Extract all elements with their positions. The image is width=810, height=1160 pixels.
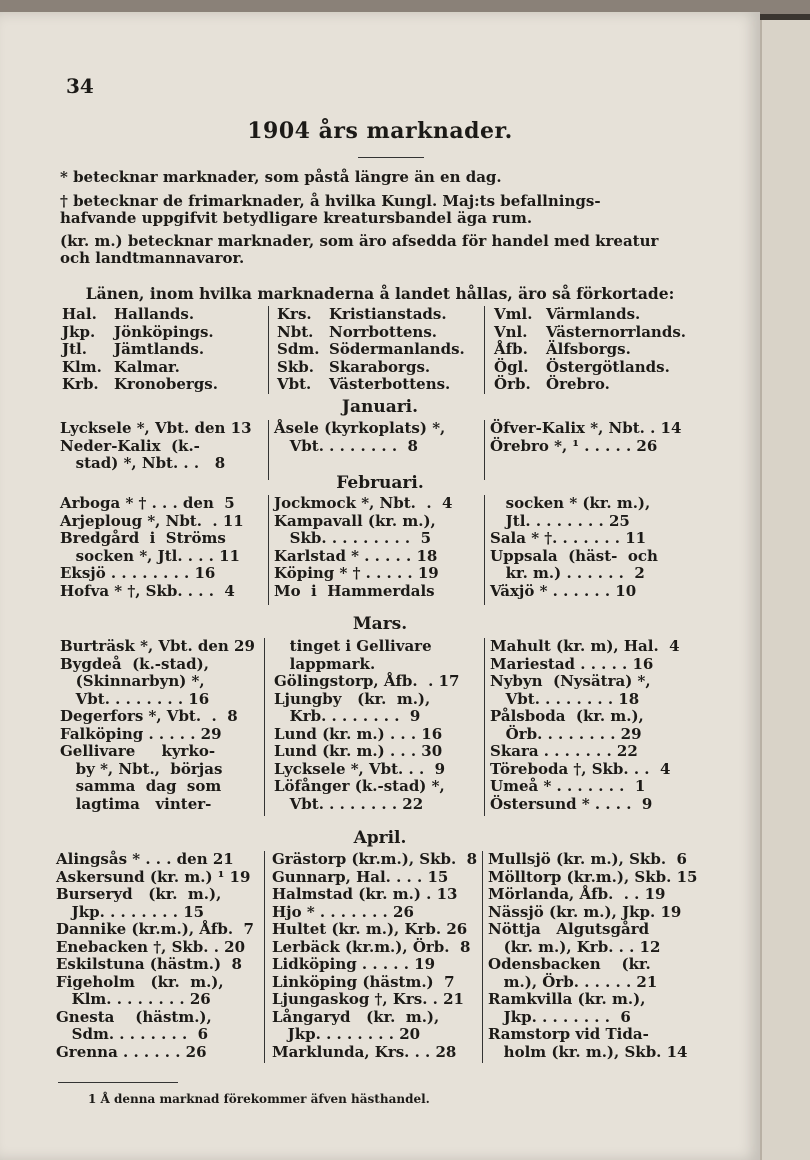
februari-column-3 bbox=[490, 495, 658, 600]
abbr-column-2 bbox=[277, 306, 465, 394]
column-divider bbox=[484, 306, 485, 394]
market-entry: Gellivare kyrko- bbox=[60, 742, 216, 760]
market-entry: Uppsala (häst- och bbox=[490, 546, 658, 565]
market-entry: Ramkvilla (kr. m.), bbox=[488, 990, 646, 1008]
abbr-row: Klm. Kalmar. bbox=[62, 357, 180, 376]
market-entry: Vbt. . . . . . . . 8 bbox=[274, 436, 418, 455]
market-entry: Lund (kr. m.) . . . 30 bbox=[274, 742, 443, 760]
market-entry: Köping * † . . . . . 19 bbox=[274, 564, 439, 582]
market-entry: Odensbacken (kr. bbox=[488, 955, 651, 973]
market-entry: Nässjö (kr. m.), Jkp. 19 bbox=[488, 902, 682, 921]
market-entry: Klm. . . . . . . . 26 bbox=[56, 990, 211, 1008]
market-entry: Nybyn (Nysätra) *, bbox=[490, 672, 651, 690]
market-entry: Enebacken †, Skb. . 20 bbox=[56, 937, 246, 956]
abbr-column-1 bbox=[62, 306, 218, 394]
market-entry: m.), Örb. . . . . . 21 bbox=[488, 972, 658, 991]
januari-column-1 bbox=[60, 420, 252, 473]
month-heading-april: April. bbox=[353, 828, 407, 848]
market-entry: Växjö * . . . . . . 10 bbox=[490, 581, 637, 600]
month-heading-februari: Februari. bbox=[336, 473, 424, 493]
market-entry: holm (kr. m.), Skb. 14 bbox=[488, 1042, 688, 1061]
abbr-row: Krs. Kristianstads. bbox=[277, 305, 447, 323]
market-entry: stad) *, Nbt. . . 8 bbox=[60, 454, 226, 472]
abbreviation-heading: Länen, inom hvilka marknaderna å landet hållas, äro så förkortade: bbox=[85, 284, 675, 303]
market-entry: Askersund (kr. m.) ¹ 19 bbox=[56, 867, 251, 886]
abbr-row: Ögl. Östergötlands. bbox=[494, 357, 670, 376]
abbr-row: Vml. Värmlands. bbox=[494, 305, 641, 323]
market-entry: Neder-Kalix (k.- bbox=[60, 436, 200, 455]
market-entry: Gölingstorp, Åfb. . 17 bbox=[274, 672, 460, 690]
mars-column-1 bbox=[60, 638, 255, 813]
market-entry: Örebro *, ¹ . . . . . 26 bbox=[490, 436, 658, 455]
mars-column-3 bbox=[490, 638, 680, 813]
abbr-row: Åfb. Älfsborgs. bbox=[494, 340, 631, 358]
market-entry: Figeholm (kr. m.), bbox=[56, 972, 224, 991]
market-entry: Sala * †. . . . . . . 11 bbox=[490, 529, 647, 547]
market-entry: Skara . . . . . . . 22 bbox=[490, 742, 638, 760]
market-entry: tinget i Gellivare bbox=[274, 637, 432, 655]
market-entry: socken *, Jtl. . . . 11 bbox=[60, 546, 240, 565]
market-entry: Hofva * †, Skb. . . . 4 bbox=[60, 581, 235, 600]
facing-page-edge bbox=[760, 20, 810, 1160]
page-number: 34 bbox=[66, 74, 94, 98]
month-heading-januari: Januari. bbox=[341, 397, 419, 417]
market-entry: Bygdeå (k.-stad), bbox=[60, 654, 209, 673]
market-entry: lagtima vinter- bbox=[60, 794, 212, 813]
market-entry: Bredgård i Ströms bbox=[60, 529, 226, 547]
column-divider bbox=[482, 851, 483, 1063]
market-entry: Töreboda †, Skb. . . 4 bbox=[490, 759, 671, 778]
april-column-1 bbox=[56, 851, 254, 1061]
page-title: 1904 års marknader. bbox=[247, 118, 513, 144]
abbr-row: Nbt. Norrbottens. bbox=[277, 322, 437, 341]
januari-column-2 bbox=[274, 420, 445, 455]
market-entry: Jkp. . . . . . . . 20 bbox=[272, 1025, 421, 1043]
market-entry: Jkp. . . . . . . . 15 bbox=[56, 902, 205, 921]
market-entry: Lund (kr. m.) . . . 16 bbox=[274, 724, 443, 743]
market-entry: Vbt. . . . . . . . 16 bbox=[60, 689, 210, 708]
abbr-row: Sdm. Södermanlands. bbox=[277, 340, 465, 358]
market-entry: Umeå * . . . . . . . 1 bbox=[490, 777, 646, 795]
market-entry: Burseryd (kr. m.), bbox=[56, 885, 222, 903]
market-entry: Mörlanda, Åfb. . . 19 bbox=[488, 885, 666, 903]
title-rule bbox=[358, 157, 424, 158]
market-entry: Falköping . . . . . 29 bbox=[60, 724, 222, 743]
abbr-row: Jtl. Jämtlands. bbox=[62, 340, 205, 358]
market-entry: Mo i Hammerdals bbox=[274, 581, 435, 600]
market-entry: Ramstorp vid Tida- bbox=[488, 1025, 649, 1043]
abbr-row: Hal. Hallands. bbox=[62, 305, 195, 323]
abbr-column-3 bbox=[494, 306, 686, 394]
april-column-2 bbox=[272, 851, 477, 1061]
februari-column-2 bbox=[274, 495, 452, 600]
column-divider bbox=[484, 495, 485, 605]
market-entry: Vbt. . . . . . . . 18 bbox=[490, 689, 640, 708]
abbr-row: Skb. Skaraborgs. bbox=[277, 357, 431, 376]
footnote-rule bbox=[58, 1082, 178, 1083]
market-entry: Jkp. . . . . . . . 6 bbox=[488, 1007, 631, 1026]
abbr-row: Jkp. Jönköpings. bbox=[62, 322, 214, 341]
market-entry: Skb. . . . . . . . . 5 bbox=[274, 529, 432, 547]
footnote: 1 Å denna marknad förekommer äfven hästhandel. bbox=[88, 1092, 430, 1106]
market-entry: Jtl. . . . . . . . 25 bbox=[490, 511, 630, 530]
market-entry: Degerfors *, Vbt. . 8 bbox=[60, 707, 238, 725]
column-divider bbox=[264, 638, 265, 816]
abbr-row: Krb. Kronobergs. bbox=[62, 375, 218, 393]
market-entry: Arboga * † . . . den 5 bbox=[60, 494, 235, 512]
market-entry: Nöttja Algutsgård bbox=[488, 920, 650, 938]
market-entry: Arjeploug *, Nbt. . 11 bbox=[60, 511, 244, 530]
market-entry: Mullsjö (kr. m.), Skb. 6 bbox=[488, 850, 687, 868]
market-entry: Dannike (kr.m.), Åfb. 7 bbox=[56, 920, 254, 938]
market-entry: (Skinnarbyn) *, bbox=[60, 672, 205, 690]
abbr-row: Vnl. Västernorrlands. bbox=[494, 322, 686, 341]
legend-krm-cont: och landtmannavaror. bbox=[60, 249, 245, 267]
market-entry: Gunnarp, Hal. . . . 15 bbox=[272, 867, 449, 886]
abbr-row: Örb. Örebro. bbox=[494, 375, 610, 393]
market-entry: samma dag som bbox=[60, 777, 222, 795]
market-entry: Åsele (kyrkoplats) *, bbox=[274, 419, 446, 437]
column-divider bbox=[268, 420, 269, 480]
market-entry: Alingsås * . . . den 21 bbox=[56, 850, 234, 868]
market-entry: Hultet (kr. m.), Krb. 26 bbox=[272, 920, 468, 938]
abbr-row: Vbt. Västerbottens. bbox=[277, 375, 451, 393]
market-entry: (kr. m.), Krb. . . 12 bbox=[488, 937, 661, 956]
legend-asterisk: * betecknar marknader, som påstå längre än en dag. bbox=[60, 168, 502, 186]
market-entry: Gnesta (hästm.), bbox=[56, 1007, 212, 1026]
market-entry: Mölltorp (kr.m.), Skb. 15 bbox=[488, 867, 698, 886]
market-entry: Kampavall (kr. m.), bbox=[274, 511, 436, 530]
market-entry: socken * (kr. m.), bbox=[490, 494, 651, 512]
market-entry: Karlstad * . . . . . 18 bbox=[274, 546, 438, 565]
market-entry: Hjo * . . . . . . . 26 bbox=[272, 902, 414, 921]
market-entry: lappmark. bbox=[274, 654, 376, 673]
market-entry: Ljungaskog †, Krs. . 21 bbox=[272, 990, 464, 1008]
market-entry: Burträsk *, Vbt. den 29 bbox=[60, 637, 255, 655]
market-entry: Löfånger (k.-stad) *, bbox=[274, 777, 445, 795]
column-divider bbox=[484, 638, 485, 816]
column-divider bbox=[268, 495, 269, 605]
market-entry: Eskilstuna (hästm.) 8 bbox=[56, 955, 242, 973]
market-entry: Lerbäck (kr.m.), Örb. 8 bbox=[272, 937, 471, 956]
market-entry: Jockmock *, Nbt. . 4 bbox=[274, 494, 453, 512]
month-heading-mars: Mars. bbox=[352, 614, 408, 634]
market-entry: Sdm. . . . . . . . 6 bbox=[56, 1025, 209, 1043]
market-entry: Ljungby (kr. m.), bbox=[274, 689, 431, 708]
februari-column-1 bbox=[60, 495, 244, 600]
mars-column-2 bbox=[274, 638, 459, 813]
market-entry: Mahult (kr. m), Hal. 4 bbox=[490, 637, 680, 655]
market-entry: Lycksele *, Vbt. . . 9 bbox=[274, 759, 446, 778]
market-entry: Grästorp (kr.m.), Skb. 8 bbox=[272, 850, 478, 868]
book-page bbox=[0, 12, 760, 1160]
market-entry: Lidköping . . . . . 19 bbox=[272, 955, 436, 973]
column-divider bbox=[264, 851, 265, 1063]
market-entry: Långaryd (kr. m.), bbox=[272, 1007, 440, 1026]
column-divider bbox=[268, 306, 269, 394]
market-entry: Pålsboda (kr. m.), bbox=[490, 707, 644, 725]
market-entry: Marklunda, Krs. . . 28 bbox=[272, 1042, 457, 1061]
market-entry: Öfver-Kalix *, Nbt. . 14 bbox=[490, 419, 682, 437]
market-entry: Krb. . . . . . . . 9 bbox=[274, 707, 421, 725]
april-column-3 bbox=[488, 851, 697, 1061]
legend-krm: (kr. m.) betecknar marknader, som äro afsedda för handel med kreatur bbox=[60, 232, 659, 250]
market-entry: Vbt. . . . . . . . 22 bbox=[274, 794, 424, 813]
market-entry: Lycksele *, Vbt. den 13 bbox=[60, 419, 252, 437]
market-entry: Halmstad (kr. m.) . 13 bbox=[272, 885, 458, 903]
januari-column-3 bbox=[490, 420, 681, 455]
market-entry: kr. m.) . . . . . . 2 bbox=[490, 564, 645, 582]
market-entry: Eksjö . . . . . . . . 16 bbox=[60, 564, 216, 582]
market-entry: Mariestad . . . . . 16 bbox=[490, 654, 654, 673]
market-entry: Östersund * . . . . 9 bbox=[490, 794, 653, 813]
market-entry: Örb. . . . . . . . 29 bbox=[490, 724, 642, 743]
market-entry: Linköping (hästm.) 7 bbox=[272, 972, 455, 991]
legend-dagger-cont: hafvande uppgifvit betydligare kreatursbandel äga rum. bbox=[60, 209, 533, 227]
market-entry: by *, Nbt., börjas bbox=[60, 759, 223, 778]
legend-dagger: † betecknar de frimarknader, å hvilka Kungl. Maj:ts befallnings- bbox=[60, 192, 601, 210]
market-entry: Grenna . . . . . . 26 bbox=[56, 1042, 207, 1061]
column-divider bbox=[484, 420, 485, 480]
